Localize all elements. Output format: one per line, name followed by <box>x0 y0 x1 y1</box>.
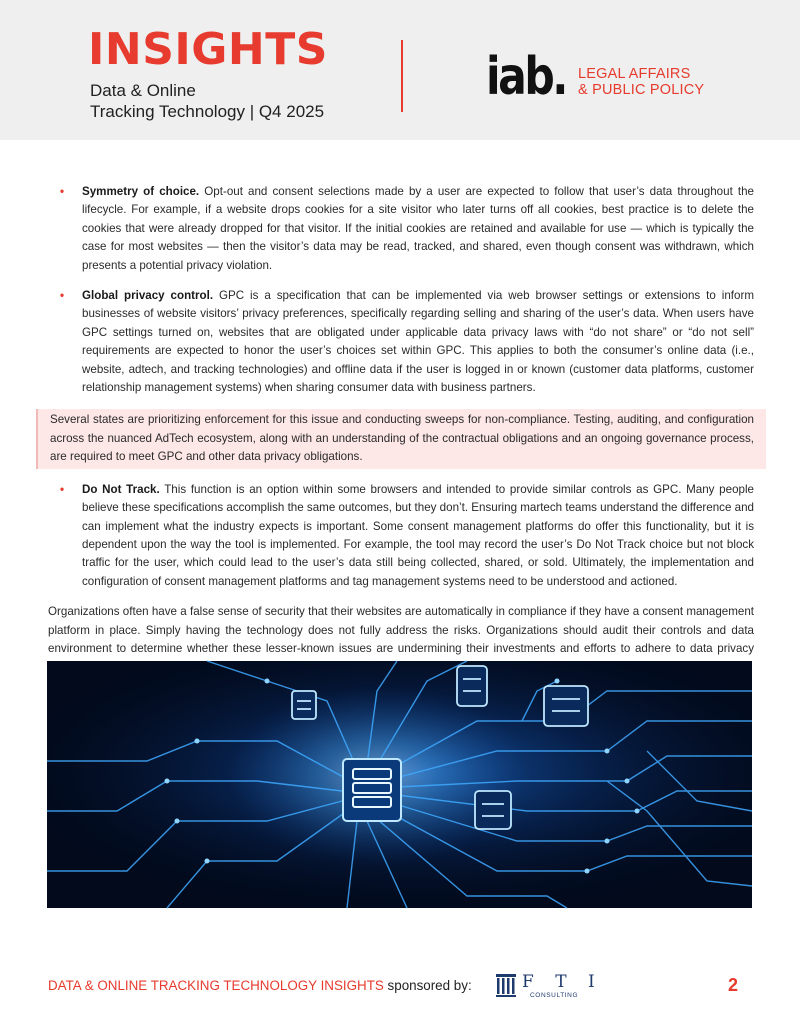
iab-logo-text: iab. <box>486 47 566 107</box>
fti-consulting-text: CONSULTING <box>530 992 579 999</box>
bullet-body: Opt-out and consent selections made by a user are expected to follow that user’s data throughout the lifecycle. For example, if a website drops cookies for a site visitor who later turns off all cookies, best practice is to delete the cookies that were already dropped for that visitor. If the initial cookies are retained and available for use — which is typically the case for most websites — then the visitor’s data may be read, tracked, and shared, even though consent was withdrawn, which presents a potential privacy violation. <box>82 185 755 272</box>
circuit-illustration <box>47 661 752 908</box>
footer-series-label: DATA & ONLINE TRACKING TECHNOLOGY INSIGHTS <box>48 978 384 993</box>
bullet-global-privacy-control <box>48 287 754 397</box>
footer-sponsored-by: sponsored by: <box>383 978 472 993</box>
bullet-do-not-track <box>48 481 754 591</box>
bullet-symmetry-of-choice <box>48 183 754 275</box>
bullet-marker: • <box>60 482 65 496</box>
insights-title: INSIGHTS <box>88 24 328 75</box>
page-footer <box>48 976 472 996</box>
fti-consulting-logo <box>496 970 603 1000</box>
header-divider <box>401 40 403 112</box>
iab-logo <box>486 47 568 107</box>
highlight-callout: Several states are prioritizing enforcement for this issue and conducting sweeps for non-compliance. Testing, auditing, and configuration across the nuanced AdTech ecosystem, along with an understanding of the contractual obligations and an ongoing governance process, are required to meet GPC and other data privacy obligations. <box>36 409 766 468</box>
header-subtitle-line1: Data & Online <box>90 81 196 100</box>
bullet-body: GPC is a specification that can be implemented via web browser settings or extensions to inform businesses of website visitors’ privacy preferences, specifically regarding selling and sharing of the user’s data. When users have GPC settings turned on, websites that are obligated under applicable data privacy laws with “do not share” or “do not sell” requirements are expected to honor the user’s choices set within GPC. This applies to both the consumer’s online data (i.e., website, adtech, and tracking technologies) and offline data if the user is logged in or known (customer data platforms, customer relationship management systems) when sharing consumer data with business partners. <box>82 289 754 395</box>
page-number: 2 <box>728 975 739 995</box>
bullet-heading: Do Not Track. <box>82 482 160 496</box>
closing-paragraph: Organizations often have a false sense of security that their websites are automatically in compliance if they have a consent management platform in place. Simply having the technology does not fully address the risks. Organizations should audit their controls and data environment to determine whether these lesser-known issues are undermining their investments and efforts to adhere to data privacy <box>48 605 754 655</box>
bullet-marker: • <box>60 289 65 303</box>
page-header <box>0 0 800 140</box>
iab-tagline <box>578 66 704 98</box>
header-subtitle-line2: Tracking Technology | Q4 2025 <box>90 102 325 121</box>
fti-column-icon <box>496 974 516 997</box>
header-subtitle <box>90 80 324 122</box>
bullet-heading: Global privacy control. <box>82 289 214 303</box>
fti-letters: F T I <box>522 972 603 992</box>
central-chip <box>343 759 401 821</box>
bullet-body: This function is an option within some browsers and intended to provide similar controls as GPC. Many people believe these specifications accomplish the same outcomes, but they don’t. Ensuring martech teams understand the difference and can implement what the industry expects is important. Some consent management platforms do offer this functionality, but it is dependent upon the way the tool is implemented. For example, the tool may record the user’s Do Not Track choice but not block traffic for the user, which could lead to the user’s data still being collected, shared, or sold. Ultimately, the implementation and configuration of consent management platforms and tag management systems need to be understood and actioned. <box>82 482 755 588</box>
bullet-marker: • <box>60 185 65 198</box>
article-body <box>48 183 754 677</box>
iab-tagline-line1: LEGAL AFFAIRS <box>578 66 691 82</box>
iab-tagline-line2: & PUBLIC POLICY <box>578 82 705 98</box>
circuit-banner-image <box>47 661 752 908</box>
bullet-heading: Symmetry of choice. <box>82 185 200 198</box>
